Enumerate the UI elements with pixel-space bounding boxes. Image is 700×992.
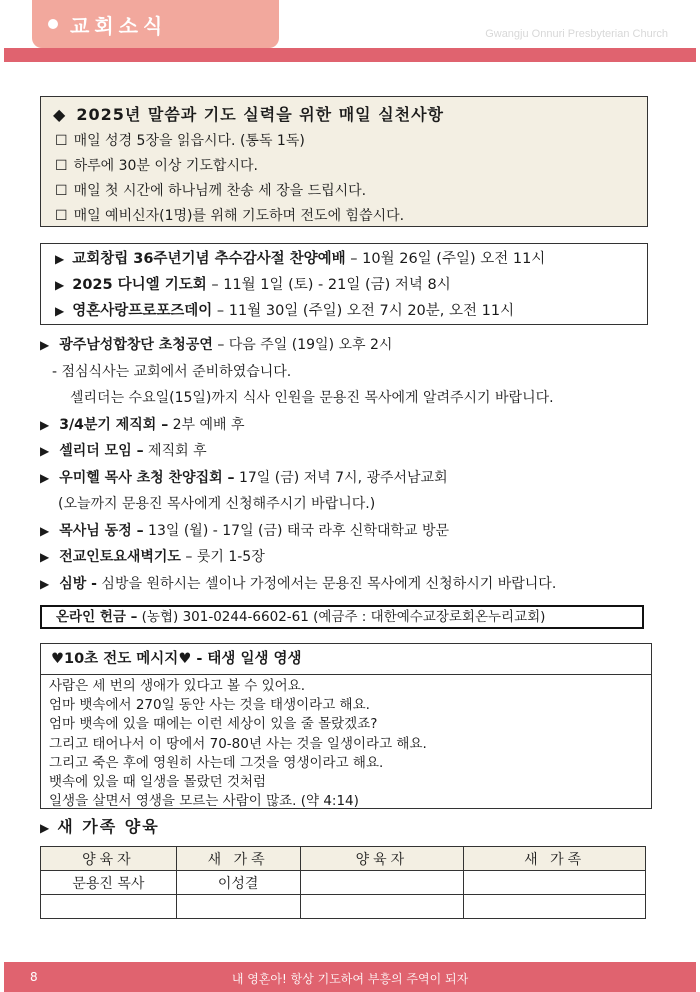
table-cell [300,871,464,895]
news-item-dawn: ▶ 전교인토요새벽기도 – 룻기 1-5장 [40,549,265,565]
practice-item: ☐ 매일 예비신자(1명)를 위해 기도하며 전도에 힘씁시다. [55,208,405,224]
checkbox-icon: ☐ [55,208,68,224]
practice-item: ☐ 하루에 30분 이상 기도합시다. [55,158,258,174]
new-family-table [40,846,646,919]
table-row [41,871,646,895]
event-item: ▶ 2025 다니엘 기도회 – 11월 1일 (토) - 21일 (금) 저녁 8시 [55,277,451,293]
checkbox-icon: ☐ [55,133,68,149]
practice-item: ☐ 매일 첫 시간에 하나님께 찬송 세 장을 드립시다. [55,183,367,199]
message-line: 일생을 살면서 영생을 모르는 사람이 많죠. (약 4:14) [49,793,359,810]
triangle-right-icon: ▶ [55,252,65,266]
table-cell [176,895,300,919]
table-cell [300,895,464,919]
news-item-visit: ▶ 심방 - 심방을 원하시는 셀이나 가정에서는 문용진 목사에게 신청하시기 바랍니다. [40,575,557,592]
event-item: ▶ 영혼사랑프로포즈데이 – 11월 30일 (주일) 오전 7시 20분, 오전 11시 [55,303,515,319]
triangle-right-icon: ▶ [40,523,50,538]
news-item-council: ▶ 3/4분기 제직회 – 2부 예배 후 [40,416,245,433]
col-header-mentor: 양육자 [300,847,464,871]
offering-account: (농협) 301-0244-6602-61 (예금주 : 대한예수교장로회온누리교회) [141,609,546,625]
message-line: 엄마 뱃속에 있을 때에는 이런 세상이 있을 줄 몰랐겠죠? [49,716,378,733]
header-bar [4,48,696,62]
event-item: ▶ 교회창립 36주년기념 추수감사절 찬양예배 – 10월 26일 (주일) 오전 11시 [55,251,546,267]
message-line: 그리고 태어나서 이 땅에서 70-80년 사는 것을 일생이라고 해요. [49,735,427,752]
news-item-pastor: ▶ 목사님 동정 – 13일 (월) - 17일 (금) 태국 라후 신학대학교 방문 [40,522,450,539]
new-family-title: ▶ 새 가족 양육 [40,817,160,836]
evangelism-message-box [40,643,652,809]
table-cell [41,895,177,919]
triangle-right-icon: ▶ [40,821,50,835]
message-line: 그리고 죽은 후에 영원히 사는데 그것을 영생이라고 해요. [49,754,384,771]
page-number: 8 [30,970,38,984]
table-cell: 문용진 목사 [41,871,177,895]
message-line: 뱃속에 있을 때 일생을 몰랐던 것처럼 [49,774,267,791]
triangle-right-icon: ▶ [40,470,50,485]
bullet-dot-icon [48,19,58,29]
table-row [41,895,646,919]
checkbox-icon: ☐ [55,183,68,199]
events-box [40,243,648,325]
news-item-revival: ▶ 우미헬 목사 초청 찬양집회 – 17일 (금) 저녁 7시, 광주서남교회 [40,469,448,486]
triangle-right-icon: ▶ [40,444,50,458]
church-name: Gwangju Onnuri Presbyterian Church [485,28,668,40]
footer-motto: 내 영혼아! 항상 기도하여 부흥의 주역이 되자 [231,972,469,986]
col-header-newcomer: 새 가족 [176,847,300,871]
table-cell: 이성결 [176,871,300,895]
news-item-cell: ▶ 셀리더 모임 – 제직회 후 [40,443,207,459]
message-body [41,675,651,811]
section-title: 교회소식 [70,13,168,38]
triangle-right-icon: ▶ [40,576,50,591]
triangle-right-icon: ▶ [40,338,50,352]
triangle-right-icon: ▶ [40,417,50,432]
news-note: 셀리더는 수요일(15일)까지 식사 인원을 문용진 목사에게 알려주시기 바랍니다. [70,390,554,406]
offering-label: 온라인 헌금 – [56,609,138,625]
practice-item: ☐ 매일 성경 5장을 읽읍시다. (통독 1독) [55,133,305,149]
table-cell [464,895,646,919]
news-note: - 점심식사는 교회에서 준비하였습니다. [52,363,292,380]
practice-title: ◆ 2025년 말씀과 기도 실력을 위한 매일 실천사항 [53,105,445,124]
daily-practice-box [40,96,648,227]
message-line: 엄마 뱃속에서 270일 동안 사는 것을 태생이라고 해요. [49,697,370,714]
news-note: (오늘까지 문용진 목사에게 신청해주시기 바랍니다.) [58,496,376,512]
message-line: 사람은 세 번의 생애가 있다고 볼 수 있어요. [49,678,306,694]
col-header-newcomer: 새 가족 [464,847,646,871]
triangle-right-icon: ▶ [40,550,50,564]
col-header-mentor: 양육자 [41,847,177,871]
news-list [40,332,660,597]
table-cell [464,871,646,895]
footer-bar [4,962,696,992]
online-offering-box [40,605,644,629]
table-header-row [41,847,646,871]
message-title: ♥10초 전도 메시지♥ - 태생 일생 영생 [41,644,651,675]
triangle-right-icon: ▶ [55,278,65,292]
section-tab [32,0,279,48]
news-item-choir: ▶ 광주남성합창단 초청공연 – 다음 주일 (19일) 오후 2시 [40,337,393,353]
diamond-icon: ◆ [53,105,67,124]
triangle-right-icon: ▶ [55,304,65,318]
checkbox-icon: ☐ [55,158,68,174]
